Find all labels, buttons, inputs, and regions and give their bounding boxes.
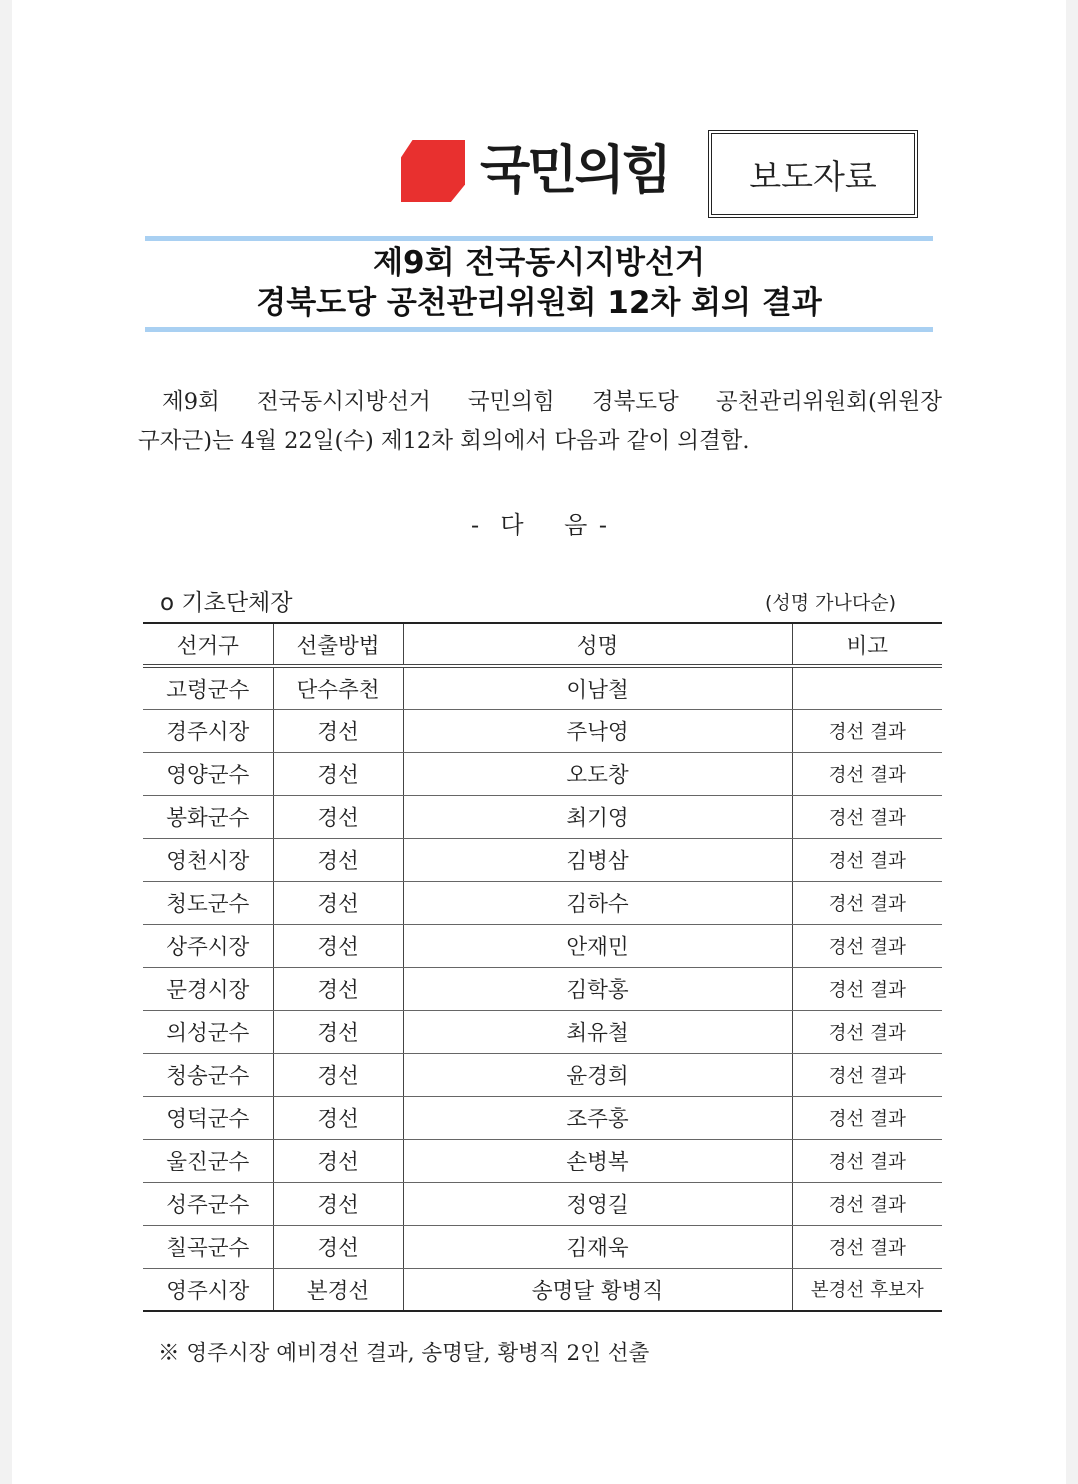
results-table — [143, 622, 942, 1312]
cell-note: 경선 결과 — [792, 709, 942, 752]
cell-method: 경선 — [273, 838, 403, 881]
cell-note: 경선 결과 — [792, 1225, 942, 1268]
press-release-label: 보도자료 — [708, 130, 918, 218]
table-row — [143, 1053, 942, 1096]
title-line-1: 제9회 전국동시지방선거 — [373, 245, 705, 281]
cell-method: 경선 — [273, 1139, 403, 1182]
cell-district: 문경시장 — [143, 967, 273, 1010]
cell-note — [792, 666, 942, 709]
cell-note: 경선 결과 — [792, 1010, 942, 1053]
cell-method: 경선 — [273, 1182, 403, 1225]
table-row — [143, 838, 942, 881]
cell-name: 정영길 — [403, 1182, 792, 1225]
table-row — [143, 752, 942, 795]
cell-name: 송명달 황병직 — [403, 1268, 792, 1311]
cell-note: 경선 결과 — [792, 752, 942, 795]
cell-name: 김하수 — [403, 881, 792, 924]
table-row — [143, 881, 942, 924]
cell-district: 경주시장 — [143, 709, 273, 752]
section-heading: o 기초단체장 — [160, 590, 293, 616]
cell-method: 경선 — [273, 1010, 403, 1053]
header-method: 선출방법 — [273, 623, 403, 666]
cell-name: 주낙영 — [403, 709, 792, 752]
cell-note: 경선 결과 — [792, 838, 942, 881]
cell-note: 경선 결과 — [792, 795, 942, 838]
cell-district: 의성군수 — [143, 1010, 273, 1053]
cell-note: 경선 결과 — [792, 1182, 942, 1225]
table-row — [143, 924, 942, 967]
table-row — [143, 1182, 942, 1225]
cell-note: 경선 결과 — [792, 1139, 942, 1182]
cell-district: 청도군수 — [143, 881, 273, 924]
cell-note: 경선 결과 — [792, 924, 942, 967]
table-row — [143, 1139, 942, 1182]
cell-name: 김병삼 — [403, 838, 792, 881]
cell-note: 본경선 후보자 — [792, 1268, 942, 1311]
cell-method: 단수추천 — [273, 666, 403, 709]
cell-name: 김학홍 — [403, 967, 792, 1010]
cell-name: 김재욱 — [403, 1225, 792, 1268]
table-row — [143, 795, 942, 838]
cell-method: 경선 — [273, 967, 403, 1010]
cell-name: 윤경희 — [403, 1053, 792, 1096]
table-row — [143, 1010, 942, 1053]
intro-paragraph — [138, 383, 942, 461]
cell-name: 오도창 — [403, 752, 792, 795]
cell-district: 상주시장 — [143, 924, 273, 967]
cell-note: 경선 결과 — [792, 1053, 942, 1096]
cell-method: 경선 — [273, 881, 403, 924]
cell-district: 영덕군수 — [143, 1096, 273, 1139]
cell-method: 경선 — [273, 1225, 403, 1268]
header-note: 비고 — [792, 623, 942, 666]
cell-district: 영주시장 — [143, 1268, 273, 1311]
party-logo-icon — [401, 140, 465, 202]
cell-district: 영천시장 — [143, 838, 273, 881]
cell-note: 경선 결과 — [792, 881, 942, 924]
title-rule-bottom — [145, 327, 933, 332]
table-header-row — [143, 623, 942, 666]
cell-district: 고령군수 — [143, 666, 273, 709]
title-rule-top — [145, 236, 933, 241]
cell-method: 경선 — [273, 709, 403, 752]
cell-district: 울진군수 — [143, 1139, 273, 1182]
party-name: 국민의힘 — [480, 141, 669, 201]
cell-method: 경선 — [273, 795, 403, 838]
cell-method: 경선 — [273, 1096, 403, 1139]
cell-name: 최유철 — [403, 1010, 792, 1053]
cell-district: 봉화군수 — [143, 795, 273, 838]
header-district: 선거구 — [143, 623, 273, 666]
cell-name: 손병복 — [403, 1139, 792, 1182]
table-row — [143, 709, 942, 752]
cell-note: 경선 결과 — [792, 967, 942, 1010]
cell-method: 경선 — [273, 924, 403, 967]
table-row — [143, 666, 942, 709]
cell-name: 최기영 — [403, 795, 792, 838]
cell-name: 조주홍 — [403, 1096, 792, 1139]
cell-district: 칠곡군수 — [143, 1225, 273, 1268]
table-row — [143, 1096, 942, 1139]
cell-note: 경선 결과 — [792, 1096, 942, 1139]
cell-name: 이남철 — [403, 666, 792, 709]
order-note: (성명 가나다순) — [765, 592, 896, 614]
cell-district: 청송군수 — [143, 1053, 273, 1096]
cell-name: 안재민 — [403, 924, 792, 967]
table-row — [143, 967, 942, 1010]
cell-district: 성주군수 — [143, 1182, 273, 1225]
cell-method: 경선 — [273, 752, 403, 795]
intro-line-1: 제9회 전국동시지방선거 국민의힘 경북도당 공천관리위원회(위원장 — [162, 389, 942, 415]
cell-method: 본경선 — [273, 1268, 403, 1311]
cell-method: 경선 — [273, 1053, 403, 1096]
table-row — [143, 1268, 942, 1311]
next-label: - 다 음 - — [471, 511, 609, 539]
intro-line-2: 구자근)는 4월 22일(수) 제12차 회의에서 다음과 같이 의결함. — [138, 428, 750, 454]
cell-district: 영양군수 — [143, 752, 273, 795]
header-name: 성명 — [403, 623, 792, 666]
footnote: ※ 영주시장 예비경선 결과, 송명달, 황병직 2인 선출 — [158, 1341, 650, 1366]
table-row — [143, 1225, 942, 1268]
title-line-2: 경북도당 공천관리위원회 12차 회의 결과 — [256, 285, 822, 321]
